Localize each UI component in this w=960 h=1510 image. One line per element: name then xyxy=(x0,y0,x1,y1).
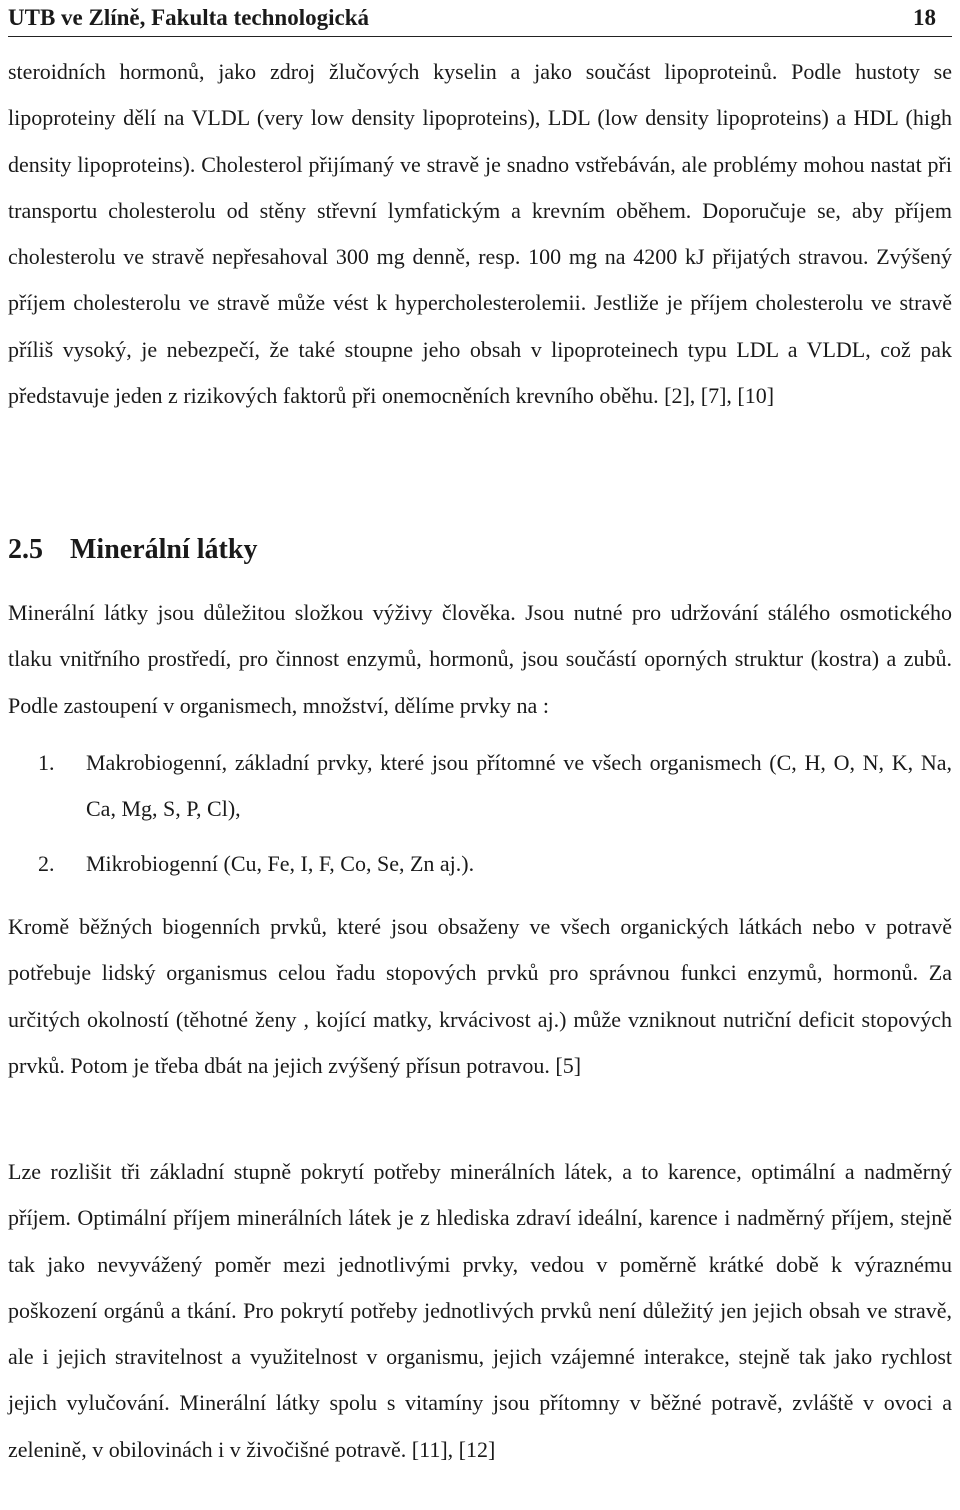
paragraph-text: Lze rozlišit tři základní stupně pokrytí potřeby minerálních látek, a to karence, optimální a nadměrný příjem. Optimální příjem minerálních látek je z hlediska zdraví ideální, karence i nadměrný příjem, stejně tak jako nevyvážený poměr mezi jednotlivými prvky, vedou v poměrně krátké době k výraznému poškození orgánů a tkání. Pro pokrytí potřeby jednotlivých prvků není důležitý jen jejich obsah ve stravě, ale i jejich stravitelnost a využitelnost v organismu, jejich vzájemné interakce, stejně tak jako rychlost jejich vylučování. Minerální látky spolu s vitamíny jsou přítomny v běžné potravě, zvláště v ovoci a zelenině, v obilovinách i v živočišné potravě. [11], [12] xyxy=(8,1159,952,1462)
paragraph-intake-levels xyxy=(8,1149,952,1473)
header-title: UTB ve Zlíně, Fakulta technologická xyxy=(8,5,369,30)
paragraph-minerals-intro xyxy=(8,590,952,729)
list-item xyxy=(0,740,952,833)
list-item-number: 2. xyxy=(38,850,55,876)
page-number: 18 xyxy=(913,5,936,30)
paragraph-text: Minerální látky jsou důležitou složkou výživy člověka. Jsou nutné pro udržování stálého osmotického tlaku vnitřního prostředí, pro činnost enzymů, hormonů, jsou součástí oporných struktur (kostra) a zubů. Podle zastoupení v organismech, množství, dělíme prvky na : xyxy=(8,600,952,718)
page-header xyxy=(8,0,952,37)
list-item-number: 1. xyxy=(38,750,55,775)
section-heading xyxy=(8,530,257,570)
paragraph-text: steroidních hormonů, jako zdroj žlučových kyselin a jako součást lipoproteinů. Podle hustoty se lipoproteiny dělí na VLDL (very low density lipoproteins), LDL (low density lipoproteins) a HDL (high density lipoproteins). Cholesterol přijímaný ve stravě je snadno vstřebáván, ale problémy mohou nastat při transportu cholesterolu od stěny střevní lymfatickým a krevním oběhem. Doporučuje se, aby příjem cholesterolu ve stravě nepřesahoval 300 mg denně, resp. 100 mg na 4200 kJ přijatých stravou. Zvýšený příjem cholesterolu ve stravě může vést k hypercholesterolemii. Jestliže je příjem cholesterolu ve stravě příliš vysoký, je nebezpečí, že také stoupne jeho obsah v lipoproteinech typu LDL a VLDL, což pak představuje jeden z rizikových faktorů při onemocněních krevního oběhu. [2], [7], [10] xyxy=(8,59,952,409)
element-categories-list xyxy=(0,740,952,887)
paragraph-cholesterol xyxy=(8,49,952,419)
paragraph-trace-elements xyxy=(8,904,952,1089)
list-item xyxy=(0,841,952,887)
paragraph-text: Kromě běžných biogenních prvků, které jsou obsaženy ve všech organických látkách nebo v potravě potřebuje lidský organismus celou řadu stopových prvků pro správnou funkci enzymů, hormonů. Za určitých okolností (těhotné ženy , kojící matky, krvácivost aj.) může vzniknout nutriční deficit stopových prvků. Potom je třeba dbát na jejich zvýšený přísun potravou. [5] xyxy=(8,914,952,1078)
section-number: 2.5 xyxy=(8,534,43,565)
list-item-text: Makrobiogenní, základní prvky, které jsou přítomné ve všech organismech (C, H, O, N, K, Na, Ca, Mg, S, P, Cl), xyxy=(86,750,952,822)
section-title: Minerální látky xyxy=(70,534,258,565)
list-item-text: Mikrobiogenní (Cu, Fe, I, F, Co, Se, Zn aj.). xyxy=(86,850,475,876)
